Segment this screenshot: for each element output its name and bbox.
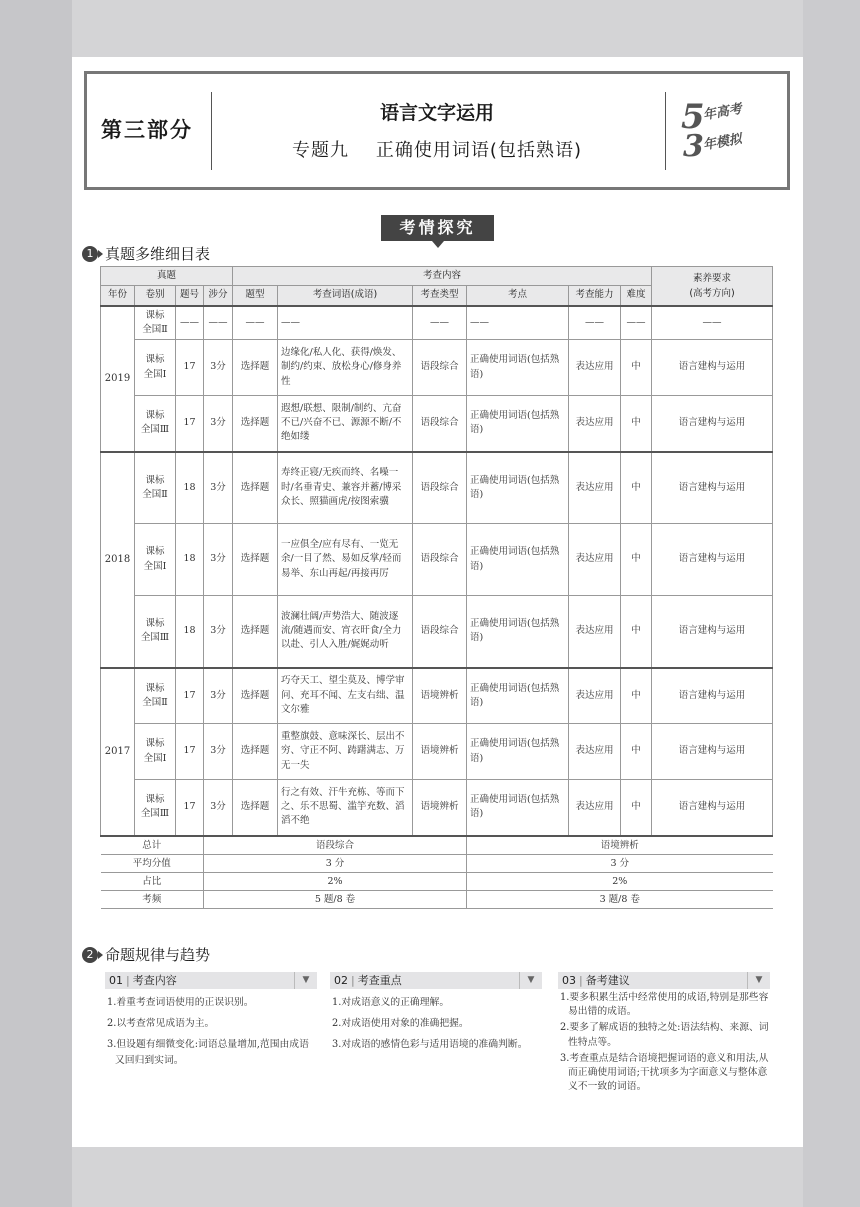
table-cell-nengli: 表达应用 — [569, 596, 621, 668]
column-header: 难度 — [621, 286, 652, 306]
summary-value: 3 题/8 卷 — [467, 891, 773, 909]
table-cell-nandu: 中 — [621, 524, 652, 596]
brand-logo: 5 年高考 3 年模拟 — [681, 97, 744, 164]
summary-value: 5 题/8 卷 — [204, 891, 467, 909]
list-item: 1.对成语意义的正确理解。 — [332, 997, 450, 1008]
list-item: 2.对成语使用对象的准确把握。 — [332, 1018, 469, 1030]
header-group-content: 考查内容 — [233, 267, 652, 286]
table-cell-tixing: 选择题 — [233, 340, 278, 396]
summary-label: 平均分值 — [101, 854, 204, 872]
chevron-down-icon: ▼ — [294, 972, 317, 989]
topic-title: 专题九 正确使用词语(包括熟语) — [292, 140, 582, 161]
column-header: 考查类型 — [413, 286, 467, 306]
column-header: 考点 — [467, 286, 569, 306]
table-cell-fen: 3分 — [204, 452, 233, 524]
table-cell-kaodian: 正确使用词语(包括熟语) — [467, 396, 569, 452]
list-item: 1.着重考查词语使用的正误识别。 — [107, 997, 254, 1008]
summary-value: 语段综合 — [204, 836, 467, 855]
table-cell-nengli: —— — [569, 306, 621, 340]
chapter-header — [84, 71, 790, 190]
table-cell-nandu: 中 — [621, 780, 652, 836]
column-header: 02 | 考查重点 ▼ — [330, 972, 542, 989]
column-header: 考查能力 — [569, 286, 621, 306]
column-header: 年份 — [101, 286, 135, 306]
section-title: 真题多维细目表 — [105, 245, 211, 263]
header-divider — [211, 92, 212, 170]
table-cell-tixing: 选择题 — [233, 668, 278, 724]
summary-value: 2% — [204, 872, 467, 890]
table-cell-fen: 3分 — [204, 340, 233, 396]
table-cell-nengli: 表达应用 — [569, 668, 621, 724]
background-shape — [0, 0, 72, 1207]
table-cell-leixing: 语段综合 — [413, 452, 467, 524]
chevron-down-icon: ▼ — [519, 972, 542, 989]
table-cell-tixing: 选择题 — [233, 724, 278, 780]
section-heading — [82, 944, 210, 965]
table-cell-leixing: 语段综合 — [413, 396, 467, 452]
background-shape — [803, 0, 860, 1207]
table-cell-suyang: 语言建构与运用 — [652, 396, 773, 452]
table-cell-tihao: 17 — [176, 340, 204, 396]
table-cell-suyang: 语言建构与运用 — [652, 668, 773, 724]
table-cell-leixing: 语境辨析 — [413, 780, 467, 836]
table-cell-nandu: 中 — [621, 452, 652, 524]
table-cell-tixing: 选择题 — [233, 780, 278, 836]
table-row — [101, 724, 773, 780]
column-header: 01 | 考查内容 ▼ — [105, 972, 317, 989]
column-header: 涉分 — [204, 286, 233, 306]
chevron-down-icon: ▼ — [747, 972, 770, 989]
trend-column — [330, 972, 542, 1053]
header-suyang: 素养要求 (高考方向) — [652, 267, 773, 306]
column-list — [558, 991, 770, 1094]
table-cell-ciyu: 波澜壮阔/声势浩大、随波逐流/随遇而安、宵衣旰食/全力以赴、引人入胜/娓娓动听 — [278, 596, 413, 668]
table-cell-nengli: 表达应用 — [569, 724, 621, 780]
trend-column — [105, 972, 317, 1068]
table-cell-juan: 课标 全国Ⅱ — [135, 668, 176, 724]
table-cell-fen: 3分 — [204, 596, 233, 668]
trend-column — [558, 972, 770, 1094]
exam-analysis-table — [100, 266, 773, 909]
column-list — [330, 995, 542, 1053]
table-cell-tihao: —— — [176, 306, 204, 340]
table-cell-nengli: 表达应用 — [569, 340, 621, 396]
header-divider — [665, 92, 666, 170]
table-cell-nandu: 中 — [621, 396, 652, 452]
section-badge: 考情探究 — [381, 215, 494, 241]
column-header: 03 | 备考建议 ▼ — [558, 972, 770, 989]
table-cell-kaodian: 正确使用词语(包括熟语) — [467, 724, 569, 780]
table-cell-ciyu: 行之有效、汗牛充栋、等而下之、乐不思蜀、滥竽充数、滔滔不绝 — [278, 780, 413, 836]
table-row — [101, 340, 773, 396]
table-row — [101, 452, 773, 524]
document-page — [72, 57, 803, 1147]
list-item: 3.考查重点是结合语境把握词语的意义和用法,从而正确使用词语;干扰项多为字面意义与整体意义不一致的词语。 — [560, 1052, 769, 1093]
table-cell-nandu: 中 — [621, 724, 652, 780]
table-cell-tixing: 选择题 — [233, 524, 278, 596]
column-header: 考查词语(成语) — [278, 286, 413, 306]
table-cell-leixing: 语段综合 — [413, 524, 467, 596]
table-cell-leixing: —— — [413, 306, 467, 340]
summary-row — [101, 836, 773, 855]
table-cell-leixing: 语段综合 — [413, 340, 467, 396]
chapter-title: 语言文字运用 — [379, 102, 494, 124]
column-header: 题型 — [233, 286, 278, 306]
column-header: 题号 — [176, 286, 204, 306]
column-header: 卷别 — [135, 286, 176, 306]
summary-value: 2% — [467, 872, 773, 890]
section-heading — [82, 243, 210, 264]
year-cell: 2019 — [101, 306, 135, 452]
table-cell-suyang: 语言建构与运用 — [652, 596, 773, 668]
table-cell-fen: 3分 — [204, 668, 233, 724]
table-cell-nengli: 表达应用 — [569, 452, 621, 524]
table-cell-kaodian: —— — [467, 306, 569, 340]
table-cell-tihao: 18 — [176, 596, 204, 668]
table-cell-ciyu: 边缘化/私人化、获得/焕发、制约/约束、放松身心/修身养性 — [278, 340, 413, 396]
table-cell-nengli: 表达应用 — [569, 524, 621, 596]
table-row — [101, 396, 773, 452]
table-cell-fen: —— — [204, 306, 233, 340]
table-cell-leixing: 语境辨析 — [413, 724, 467, 780]
part-label: 第三部分 — [101, 118, 193, 142]
table-cell-tihao: 17 — [176, 396, 204, 452]
table-cell-tihao: 18 — [176, 452, 204, 524]
table-row — [101, 596, 773, 668]
table-cell-kaodian: 正确使用词语(包括熟语) — [467, 452, 569, 524]
table-cell-suyang: 语言建构与运用 — [652, 340, 773, 396]
list-item: 1.要多积累生活中经常使用的成语,特别是那些容易出错的成语。 — [560, 992, 769, 1018]
summary-row — [101, 872, 773, 890]
table-cell-suyang: —— — [652, 306, 773, 340]
table-cell-juan: 课标 全国Ⅱ — [135, 452, 176, 524]
table-cell-ciyu: 重整旗鼓、意味深长、层出不穷、守正不阿、踌躇满志、万无一失 — [278, 724, 413, 780]
summary-label: 占比 — [101, 872, 204, 890]
table-row — [101, 306, 773, 340]
table-row — [101, 524, 773, 596]
table-cell-tihao: 17 — [176, 780, 204, 836]
list-item: 3.但设题有细微变化:词语总量增加,范围由成语又回归到实词。 — [107, 1039, 309, 1066]
table-cell-juan: 课标 全国Ⅰ — [135, 340, 176, 396]
column-list — [105, 995, 317, 1068]
table-cell-ciyu: 巧夺天工、望尘莫及、博学审问、充耳不闻、左支右绌、温文尔雅 — [278, 668, 413, 724]
table-cell-nandu: 中 — [621, 668, 652, 724]
list-item: 2.要多了解成语的独特之处:语法结构、来源、词性特点等。 — [560, 1022, 769, 1048]
table-cell-juan: 课标 全国Ⅰ — [135, 524, 176, 596]
table-cell-juan: 课标 全国Ⅲ — [135, 780, 176, 836]
table-cell-tihao: 17 — [176, 668, 204, 724]
summary-value: 3 分 — [204, 854, 467, 872]
summary-label: 考频 — [101, 891, 204, 909]
table-cell-ciyu: 一应俱全/应有尽有、一览无余/一目了然、易如反掌/轻而易举、东山再起/再接再厉 — [278, 524, 413, 596]
table-cell-suyang: 语言建构与运用 — [652, 524, 773, 596]
table-row — [101, 668, 773, 724]
list-item: 2.以考查常见成语为主。 — [107, 1018, 215, 1030]
table-cell-ciyu: —— — [278, 306, 413, 340]
table-cell-kaodian: 正确使用词语(包括熟语) — [467, 340, 569, 396]
summary-label: 总计 — [101, 836, 204, 855]
table-cell-nandu: —— — [621, 306, 652, 340]
table-cell-juan: 课标 全国Ⅱ — [135, 306, 176, 340]
table-cell-tihao: 17 — [176, 724, 204, 780]
table-cell-juan: 课标 全国Ⅰ — [135, 724, 176, 780]
table-cell-leixing: 语境辨析 — [413, 668, 467, 724]
table-cell-juan: 课标 全国Ⅲ — [135, 596, 176, 668]
table-cell-juan: 课标 全国Ⅲ — [135, 396, 176, 452]
summary-value: 3 分 — [467, 854, 773, 872]
table-cell-suyang: 语言建构与运用 — [652, 780, 773, 836]
table-cell-fen: 3分 — [204, 396, 233, 452]
header-group-zhenti: 真题 — [101, 267, 233, 286]
list-item: 3.对成语的感情色彩与适用语境的准确判断。 — [332, 1039, 528, 1051]
table-cell-nengli: 表达应用 — [569, 780, 621, 836]
table-cell-nandu: 中 — [621, 340, 652, 396]
table-cell-suyang: 语言建构与运用 — [652, 452, 773, 524]
table-cell-ciyu: 寿终正寝/无疾而终、名噪一时/名垂青史、兼容并蓄/博采众长、照猫画虎/按图索骥 — [278, 452, 413, 524]
table-cell-suyang: 语言建构与运用 — [652, 724, 773, 780]
section-title: 命题规律与趋势 — [105, 946, 211, 964]
table-cell-fen: 3分 — [204, 524, 233, 596]
table-cell-kaodian: 正确使用词语(包括熟语) — [467, 596, 569, 668]
table-row — [101, 780, 773, 836]
table-cell-tixing: —— — [233, 306, 278, 340]
table-cell-fen: 3分 — [204, 724, 233, 780]
year-cell: 2018 — [101, 452, 135, 668]
year-cell: 2017 — [101, 668, 135, 836]
summary-value: 语境辨析 — [467, 836, 773, 855]
table-cell-tihao: 18 — [176, 524, 204, 596]
section-number-icon: 1 — [82, 246, 98, 262]
table-cell-fen: 3分 — [204, 780, 233, 836]
summary-row — [101, 854, 773, 872]
table-cell-tixing: 选择题 — [233, 596, 278, 668]
table-cell-nengli: 表达应用 — [569, 396, 621, 452]
table-cell-tixing: 选择题 — [233, 396, 278, 452]
table-cell-kaodian: 正确使用词语(包括熟语) — [467, 780, 569, 836]
table-cell-leixing: 语段综合 — [413, 596, 467, 668]
table-cell-kaodian: 正确使用词语(包括熟语) — [467, 668, 569, 724]
table-cell-ciyu: 遐想/联想、限制/制约、亢奋不已/兴奋不已、源源不断/不绝如缕 — [278, 396, 413, 452]
table-cell-nandu: 中 — [621, 596, 652, 668]
table-cell-tixing: 选择题 — [233, 452, 278, 524]
table-cell-kaodian: 正确使用词语(包括熟语) — [467, 524, 569, 596]
section-number-icon: 2 — [82, 947, 98, 963]
summary-row — [101, 891, 773, 909]
